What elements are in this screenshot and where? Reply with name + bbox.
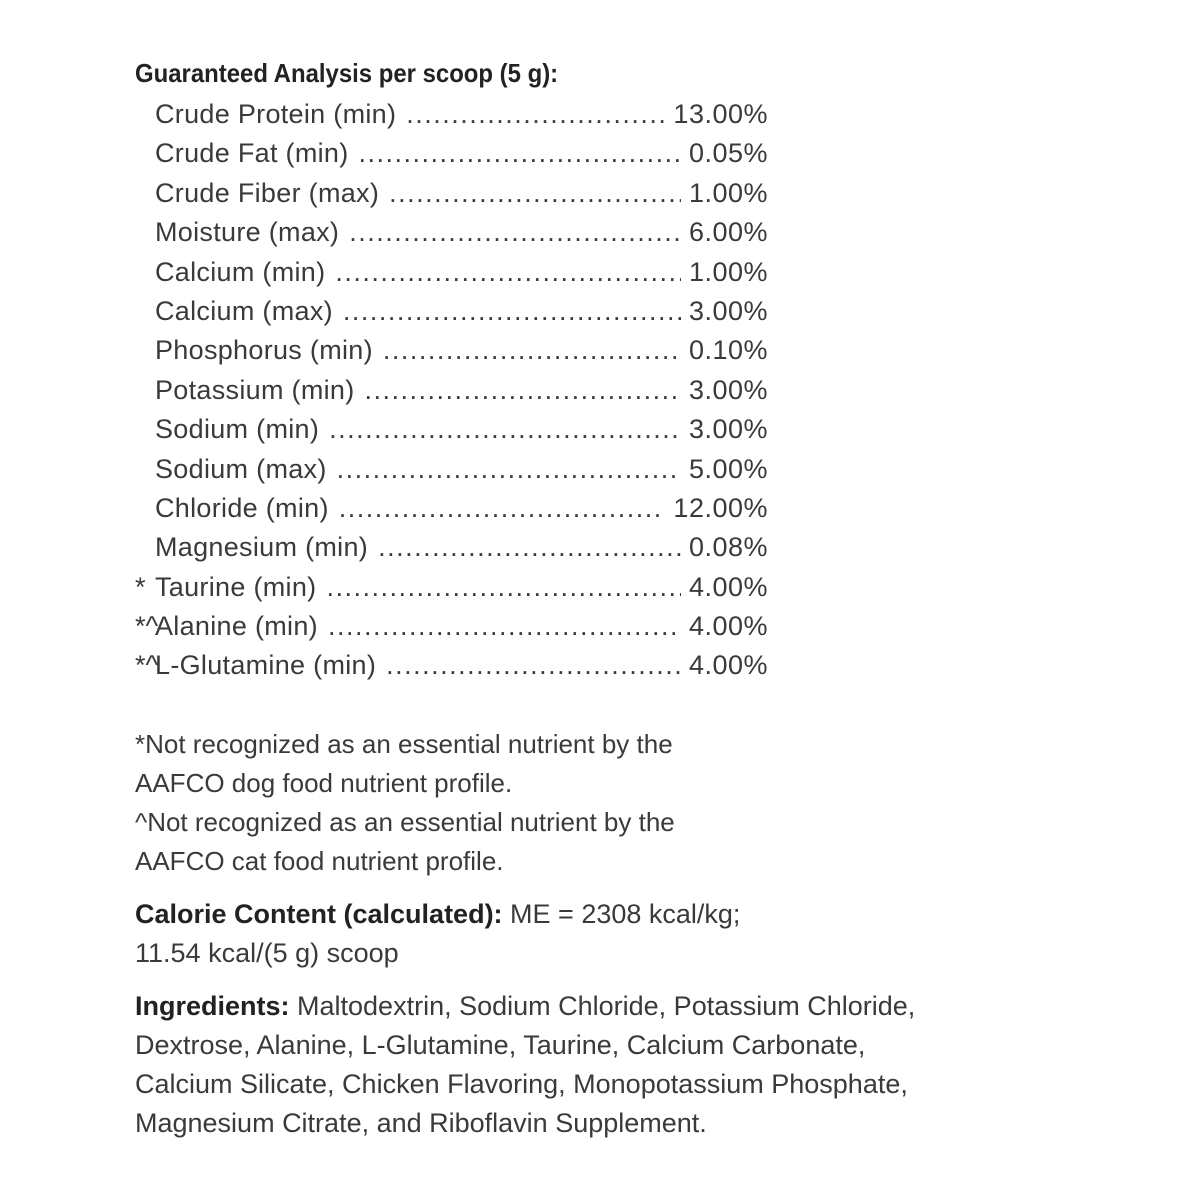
analysis-row [135,489,768,528]
calorie-content [135,895,740,973]
ingredients-text: Dextrose, Alanine, L-Glutamine, Taurine, Calcium Carbonate, [135,1030,866,1060]
analysis-row [135,607,768,646]
nutrient-value: 12.00% [673,492,768,523]
analysis-row [135,450,768,489]
nutrient-value: 0.08% [688,532,768,563]
nutrient-label: Potassium (min) [155,374,355,405]
footnote-mark: * [135,571,146,602]
ingredients-label: Ingredients: [135,991,290,1021]
nutrient-label: Alanine (min) [155,611,318,642]
dot-leader [329,410,681,449]
analysis-row [135,371,768,410]
ingredients-text: Maltodextrin, Sodium Chloride, Potassium Chloride, [289,991,916,1021]
nutrient-value: 6.00% [688,217,768,248]
dot-leader [359,134,681,173]
dot-leader [389,174,681,213]
analysis-row [135,213,768,252]
nutrient-value: 13.00% [673,99,768,129]
footnotes [135,725,675,881]
nutrient-label: Moisture (max) [155,217,340,248]
nutrient-value: 1.00% [688,177,768,208]
nutrient-label: Crude Fat (min) [155,138,349,169]
analysis-row [135,528,768,567]
nutrient-value: 4.00% [688,611,768,642]
nutrient-label: Phosphorus (min) [155,335,373,366]
nutrient-label: Sodium (min) [155,414,320,445]
dot-leader [337,450,681,489]
nutrient-label: Taurine (min) [155,571,317,602]
analysis-row [135,410,768,449]
footnote-line: ^Not recognized as an essential nutrient by the [135,807,675,837]
analysis-row [135,134,768,173]
analysis-row [135,174,768,213]
nutrient-value: 4.00% [688,571,768,602]
ingredients-text: Calcium Silicate, Chicken Flavoring, Monopotassium Phosphate, [135,1069,908,1099]
nutrient-label: Crude Fiber (max) [155,177,380,208]
footnote-line: AAFCO cat food nutrient profile. [135,846,504,876]
ingredients-text: Magnesium Citrate, and Riboflavin Supplement. [135,1108,707,1138]
footnote-line: AAFCO dog food nutrient profile. [135,768,513,798]
analysis-table [135,95,768,686]
dot-leader [335,253,681,292]
nutrient-value: 3.00% [688,374,768,405]
nutrient-label: Calcium (max) [155,295,333,326]
dot-leader [328,607,681,646]
dot-leader [365,371,681,410]
calorie-label: Calorie Content (calculated): [135,899,503,929]
nutrient-label: Magnesium (min) [155,532,369,563]
analysis-row [135,95,768,134]
ingredients [135,987,915,1143]
footnote-mark: *^ [135,650,159,681]
dot-leader [349,213,681,252]
dot-leader [326,568,680,607]
nutrient-label: L-Glutamine (min) [155,650,377,681]
nutrient-label: Sodium (max) [155,453,327,484]
analysis-row [135,568,768,607]
nutrient-value: 5.00% [688,453,768,484]
nutrient-value: 0.10% [688,335,768,366]
nutrient-label: Calcium (min) [155,256,326,287]
nutrient-value: 1.00% [688,256,768,287]
analysis-row [135,646,768,685]
dot-leader [378,528,681,567]
nutrient-label: Crude Protein (min) [155,99,397,129]
nutrient-label: Chloride (min) [155,492,329,523]
analysis-row [135,292,768,331]
calorie-value: ME = 2308 kcal/kg; [502,899,741,929]
dot-leader [406,95,665,134]
footnote-line: *Not recognized as an essential nutrient by the [135,729,673,759]
dot-leader [343,292,681,331]
nutrient-value: 3.00% [688,414,768,445]
nutrient-value: 4.00% [688,650,768,681]
nutrient-value: 3.00% [688,295,768,326]
footnote-mark: *^ [135,611,159,642]
analysis-row [135,253,768,292]
nutrient-value: 0.05% [688,138,768,169]
calorie-per-scoop: 11.54 kcal/(5 g) scoop [135,938,399,968]
dot-leader [339,489,666,528]
dot-leader [383,331,681,370]
guaranteed-analysis-heading: Guaranteed Analysis per scoop (5 g): [135,58,559,88]
analysis-row [135,331,768,370]
dot-leader [386,646,681,685]
